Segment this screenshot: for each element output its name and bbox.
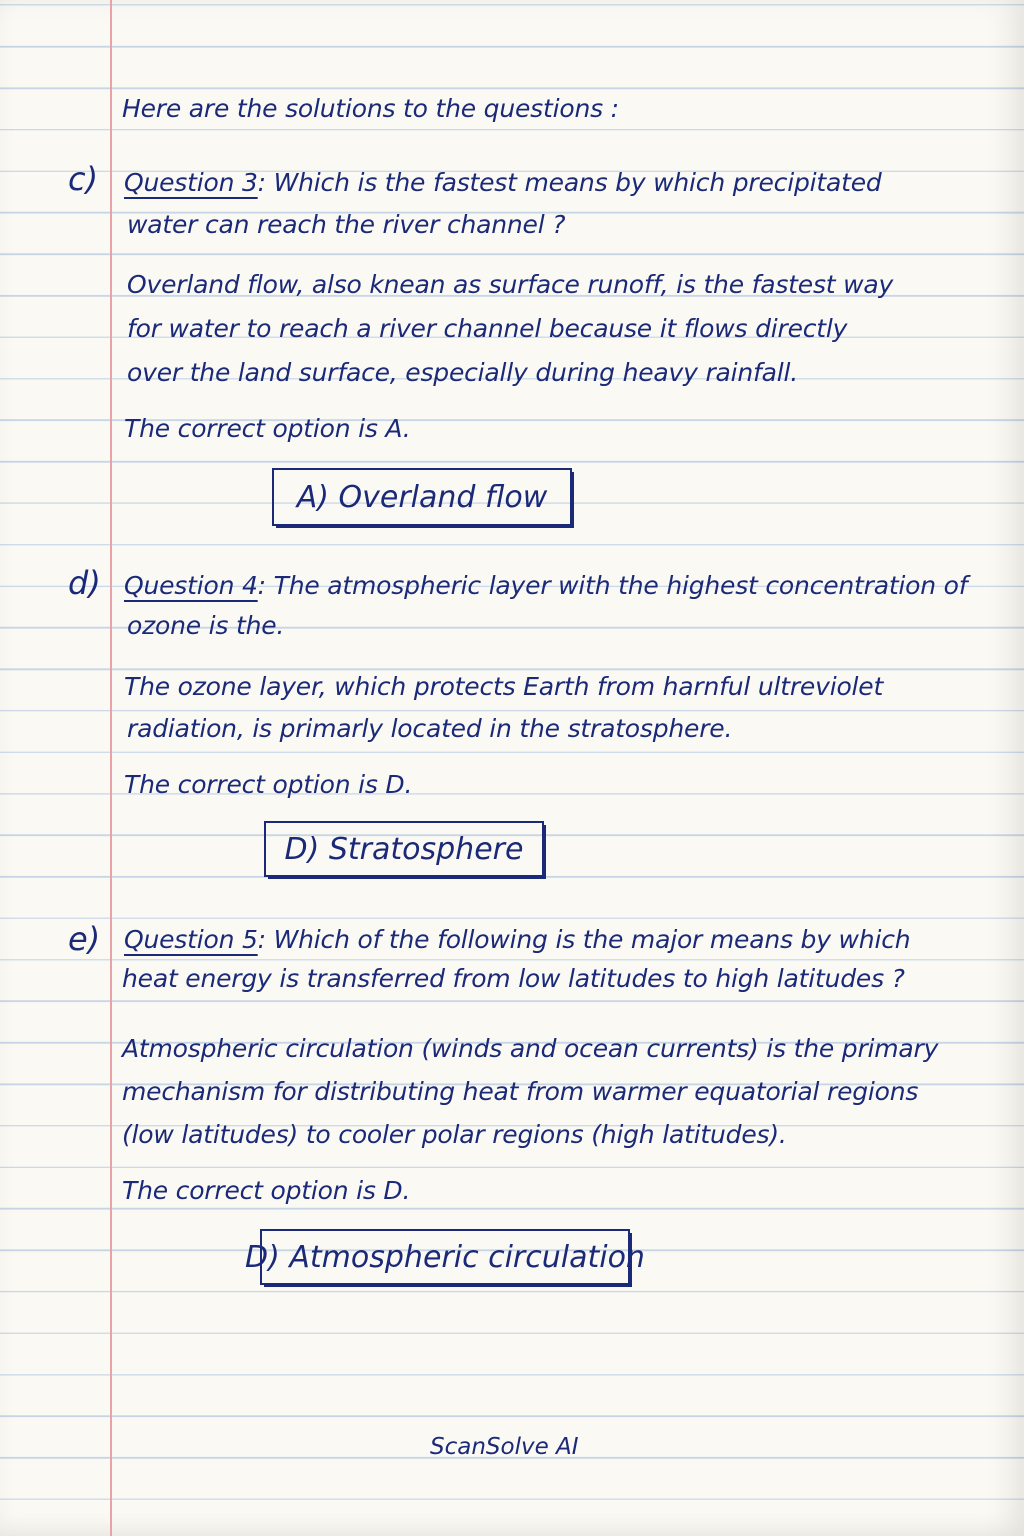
intro-text: Here are the solutions to the questions :: [122, 94, 619, 123]
question-label-d: d): [68, 564, 101, 602]
question-5-explanation-line3: (low latitudes) to cooler polar regions (high latitudes).: [122, 1120, 787, 1149]
question-4-correct-option: The correct option is D.: [124, 770, 413, 799]
question-5-answer-box: D) Atmospheric circulation: [260, 1229, 630, 1285]
question-3-explanation-line3: over the land surface, especially during heavy rainfall.: [127, 358, 799, 387]
question-3-answer-box: A) Overland flow: [272, 468, 572, 526]
question-5-heading: Question 5: [124, 925, 258, 954]
question-4-prompt-line1: Question 4: The atmospheric layer with the highest concentration of: [124, 571, 968, 600]
question-5-explanation-line2: mechanism for distributing heat from warmer equatorial regions: [122, 1077, 919, 1106]
question-3-explanation-line1: Overland flow, also knean as surface runoff, is the fastest way: [127, 270, 894, 299]
question-5-explanation-line1: Atmospheric circulation (winds and ocean currents) is the primary: [122, 1034, 939, 1063]
margin-line: [110, 0, 112, 1536]
footer-brand: ScanSolve AI: [430, 1434, 579, 1460]
question-4-answer-box: D) Stratosphere: [264, 821, 544, 877]
question-3-correct-option: The correct option is A.: [124, 414, 411, 443]
question-4-explanation-line2: radiation, is primarly located in the stratosphere.: [127, 714, 733, 743]
question-3-explanation-line2: for water to reach a river channel because it flows directly: [127, 314, 848, 343]
question-label-e: e): [68, 920, 101, 958]
question-label-c: c): [68, 160, 99, 198]
question-5-prompt-line2: heat energy is transferred from low latitudes to high latitudes ?: [122, 964, 905, 993]
question-5-correct-option: The correct option is D.: [122, 1176, 411, 1205]
question-4-prompt-line2: ozone is the.: [127, 611, 285, 640]
question-3-heading: Question 3: [124, 168, 258, 197]
question-3-prompt-line2: water can reach the river channel ?: [127, 210, 566, 239]
question-5-prompt-line1: Question 5: Which of the following is the major means by which: [124, 925, 911, 954]
question-4-heading: Question 4: [124, 571, 258, 600]
question-4-explanation-line1: The ozone layer, which protects Earth from harnful ultreviolet: [124, 672, 884, 701]
question-3-prompt-line1: Question 3: Which is the fastest means by which precipitated: [124, 168, 882, 197]
